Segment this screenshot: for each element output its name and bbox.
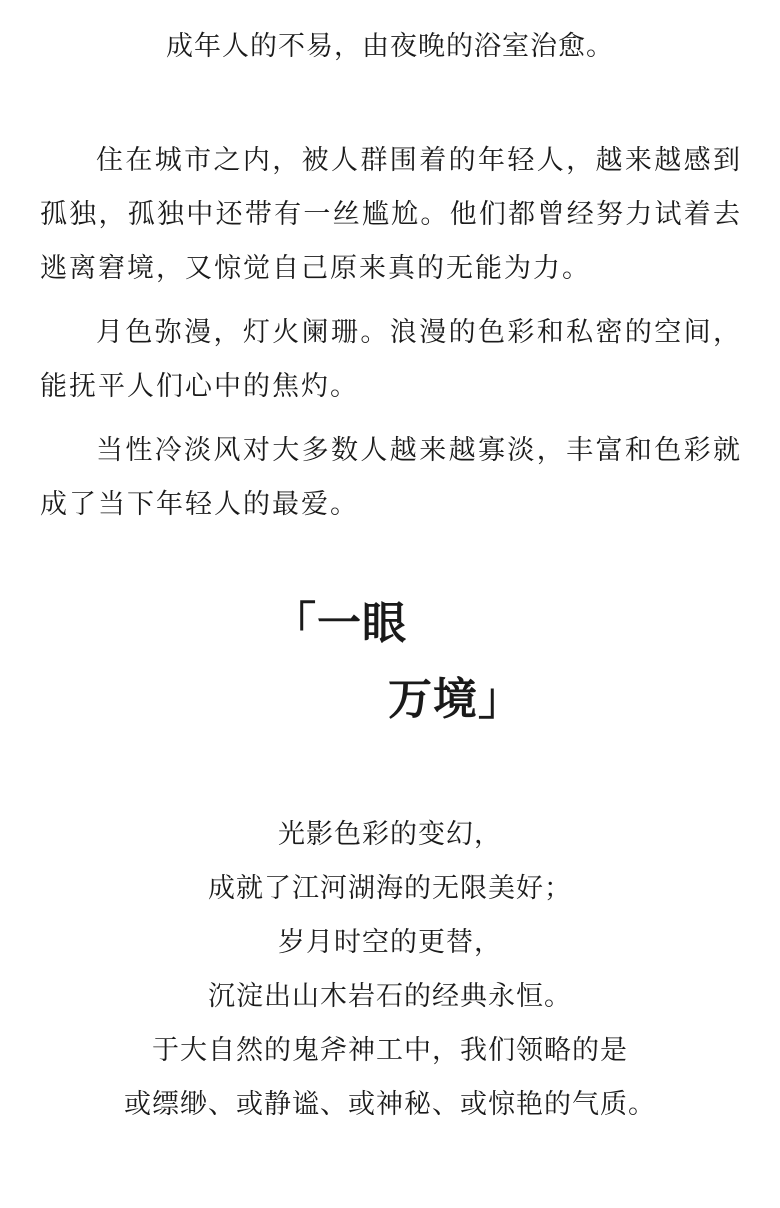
section-heading-line-2: 万境」 xyxy=(388,674,523,725)
paragraph-3: 当性冷淡风对大多数人越来越寡淡，丰富和色彩就成了当下年轻人的最爱。 xyxy=(40,435,742,520)
poem-line-6: 或缥缈、或静谧、或神秘、或惊艳的气质。 xyxy=(124,1089,656,1120)
poem-line-1: 光影色彩的变幻， xyxy=(278,819,502,850)
article-body xyxy=(40,134,742,542)
paragraph-1: 住在城市之内，被人群围着的年轻人，越来越感到孤独，孤独中还带有一丝尴尬。他们都曾经努力试着去逃离窘境，又惊觉自己原来真的无能为力。 xyxy=(40,145,742,284)
poem xyxy=(0,808,780,1132)
paragraph-2: 月色弥漫，灯火阑珊。浪漫的色彩和私密的空间，能抚平人们心中的焦灼。 xyxy=(40,317,742,402)
section-heading-line-1: 「一眼 xyxy=(272,598,407,649)
poem-line-2: 成就了江河湖海的无限美好； xyxy=(208,873,572,904)
poem-line-3: 岁月时空的更替， xyxy=(278,927,502,958)
poem-line-5: 于大自然的鬼斧神工中，我们领略的是 xyxy=(152,1035,628,1066)
intro-line: 成年人的不易，由夜晚的浴室治愈。 xyxy=(166,31,614,62)
poem-line-4: 沉淀出山木岩石的经典永恒。 xyxy=(208,981,572,1012)
